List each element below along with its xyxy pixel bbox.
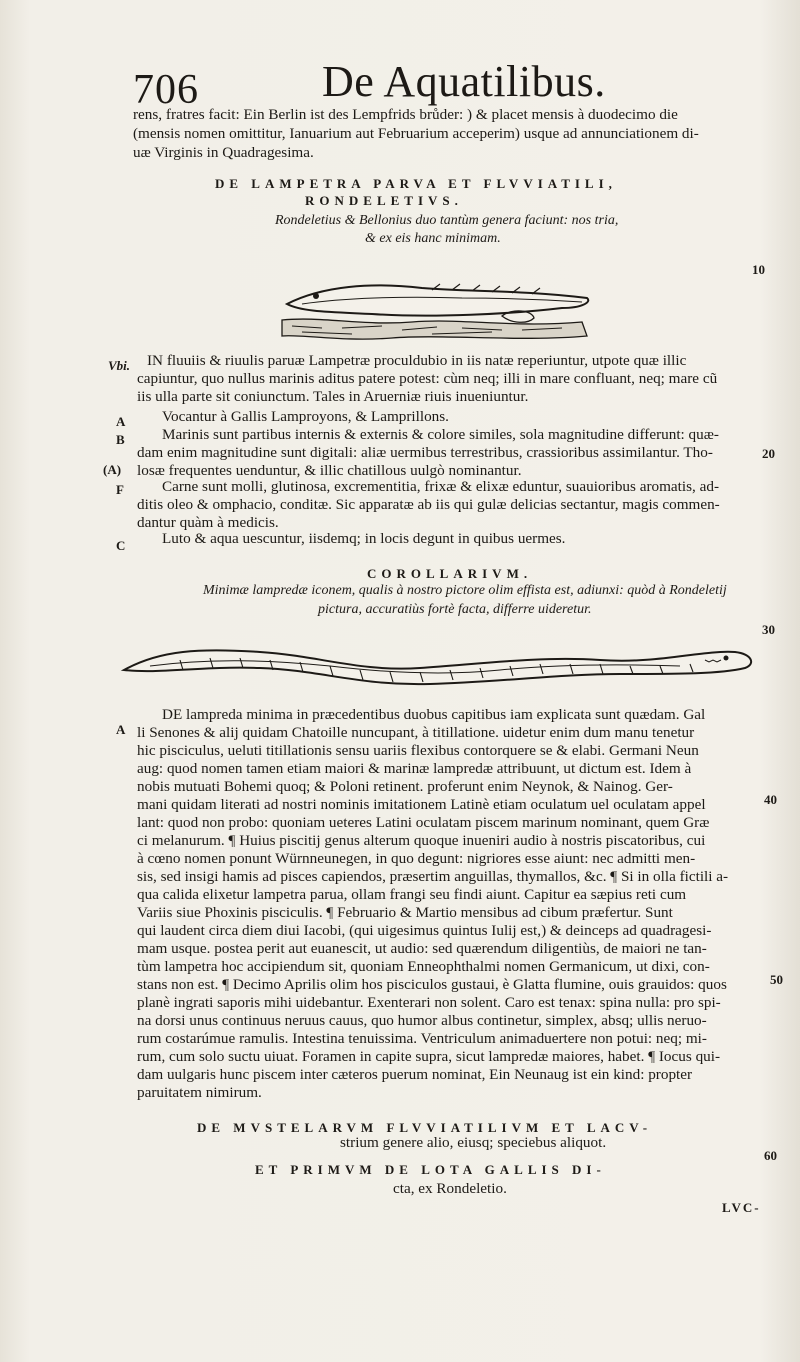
margin-note-a: A (116, 414, 126, 429)
body-line: à cœno nomen ponunt Würnneunegen, in quo degunt: nigriores esse aiunt: nec admitti men- (137, 850, 696, 867)
body-line: ditis oleo & omphacio, conditæ. Sic apparatæ ab iis qui gulæ delicias sectantur, magis commen- (137, 496, 720, 513)
body-line: stans non est. ¶ Decimo Aprilis olim hos pisciculos gustaui, è Glatta flumine, ouis grauidos: quos (137, 976, 727, 993)
margin-note-f: F (116, 482, 124, 497)
body-line: ci melanurum. ¶ Huius piscitij genus alterum quoque inueniri audio à nostris piscatoribus, cui (137, 832, 706, 849)
body-line: iis ulla parte sit coniunctum. Tales in Aruerniæ riuis inueniuntur. (137, 388, 529, 405)
body-line: planè ingrati saporis mihi uidebantur. Exenterari non solent. Caro est tenax: spina nulla: pro spi- (137, 994, 721, 1011)
body-line: dam enim magnitudine sunt digitali: aliæ uermibus terrestribus, crassioribus assimilantur. Tho- (137, 444, 713, 461)
margin-number: 30 (762, 622, 775, 637)
section-subtitle: Rondeletius & Bellonius duo tantùm genera faciunt: nos tria, (275, 213, 619, 228)
body-line: Carne sunt molli, glutinosa, excrementitia, frixæ & elixæ eduntur, suauioribus aromatis, ad- (162, 478, 719, 495)
body-line: aug: quod nomen tamen etiam maiori & marinæ lampredæ attribuunt, ut dictum est. Idem à (137, 760, 692, 777)
intro-line: rens, fratres facit: Ein Berlin ist des Lempfrids brůder: ) & placet mensis à duodecimo die (133, 106, 678, 123)
body-line: qui laudent circa diem diui Iacobi, (qui uigesimus quintus Iulij est,) & deinceps ad quadragesi- (137, 922, 712, 939)
lamprey-woodcut-figure (282, 276, 596, 346)
body-line: mani quidam literati ad nostri nominis imitationem Latinè etiam oculatum uel oculatam appel (137, 796, 706, 813)
section-heading-cont: cta, ex Rondeletio. (393, 1180, 507, 1197)
body-line: lant: quod non probo: quoniam ueteres Latini oculatam piscem marinum nominant, quem Græ (137, 814, 710, 831)
margin-number: 60 (764, 1148, 777, 1163)
body-line: li Senones & alij quidam Chatoille nuncupant, à titillatione. uidetur enim dum manu tenetur (137, 724, 695, 741)
body-line: sis, sed insigi hamis ad pisces capiendos, præsertim anguillas, thymallos, &c. ¶ Si in olla fictili a- (137, 868, 729, 885)
body-line: hic pisciculus, ueluti titillationis sensu uariis flexibus contorquere se & elabi. Germani Neun (137, 742, 699, 759)
body-line: Vocantur à Gallis Lamproyons, & Lamprillons. (162, 408, 449, 425)
margin-note-a: (A) (103, 462, 122, 477)
body-line: Luto & aqua uescuntur, iisdemq; in locis degunt in quibus uermes. (162, 530, 566, 547)
body-line: losæ frequentes uenduntur, & illic chatillous uulgò nominantur. (137, 462, 522, 479)
margin-number: 20 (762, 446, 775, 461)
margin-note-a: A (116, 722, 126, 737)
body-line: na dorsi unus continuus neruus cauus, quo humor albus continetur, simplex, absq; ullis neruo- (137, 1012, 707, 1029)
margin-number: 40 (764, 792, 777, 807)
section-heading: COROLLARIVM. (367, 566, 533, 581)
section-heading-cont: strium genere alio, eiusq; speciebus aliquot. (340, 1134, 607, 1151)
body-line: dantur quàm à medicis. (137, 514, 279, 531)
section-heading: ET PRIMVM DE LOTA GALLIS DI- (255, 1162, 606, 1177)
lamprey-minima-woodcut-figure (120, 630, 760, 690)
body-line: paruitatem nimirum. (137, 1084, 262, 1101)
margin-note-c: C (116, 538, 126, 553)
body-line: dam uulgaris hunc piscem inter cæteros puerum nominat, Ein Neunaug ist ein kind: propter (137, 1066, 693, 1083)
body-line: rum, cum solo suctu uiuat. Foramen in capite supra, sicut lampredæ maiores, habet. ¶ Iocus qui- (137, 1048, 721, 1065)
running-title: De Aquatilibus. (322, 57, 606, 106)
section-subtitle: Minimæ lampredæ iconem, qualis à nostro pictore olim effista est, adiunxi: quòd à Rondeletij (203, 583, 727, 598)
body-line: tùm lampetra hoc accipiendum sit, quoniam Enneophthalmi nomen Germanicum, ut dixi, con- (137, 958, 710, 975)
body-line: rum costarúmue ramulis. Intestina tenuissima. Ventriculum animaduertere non potui: neq; mi- (137, 1030, 707, 1047)
body-line: DE lampreda minima in præcedentibus duobus capitibus iam explicata sunt quædam. Gal (162, 706, 706, 723)
body-line: capiuntur, quo nullus marinis aditus patere potest: cùm neq; illi in mare confluant, neq; mare cũ (137, 370, 718, 387)
body-line: qua calida elixetur lampetra parua, ollam frangi seu findi aiunt. Capitur ea sæpius reti cum (137, 886, 687, 903)
body-line: mam usque. postea perit aut euanescit, ut audio: sed quærendum diligentiùs, de maiori ne tan- (137, 940, 707, 957)
section-heading: RONDELETIVS. (305, 193, 463, 208)
body-line: Marinis sunt partibus internis & externis & colore similes, sola magnitudine differunt: quæ- (162, 426, 719, 443)
margin-note-vbi: Vbi. (108, 358, 131, 373)
margin-number: 50 (770, 972, 783, 987)
section-subtitle: pictura, accuratiùs fortè facta, differre uideretur. (318, 602, 592, 617)
section-heading: DE MVSTELARVM FLVVIATILIVM ET LACV- (197, 1120, 653, 1135)
margin-number: 10 (752, 262, 765, 277)
body-line: nobis mutuati Bohemi quoq; & Poloni retinent. proferunt enim Neynok, & Nainog. Ger- (137, 778, 673, 795)
body-line: IN fluuiis & riuulis paruæ Lampetræ proculdubio in iis natæ reperiuntur, utpote quæ illic (147, 352, 687, 369)
intro-line: uæ Virginis in Quadragesima. (133, 144, 314, 161)
section-subtitle: & ex eis hanc minimam. (365, 231, 501, 246)
margin-note-b: B (116, 432, 125, 447)
catchword: LVC- (722, 1200, 761, 1215)
intro-line: (mensis nomen omittitur, Ianuarium aut Februarium acceperim) usque ad annunciationem di- (133, 125, 699, 142)
body-line: Variis siue Phoxinis pisciculis. ¶ Februario & Martio mensibus ad cibum præfertur. Sunt (137, 904, 673, 921)
section-heading: DE LAMPETRA PARVA ET FLVVIATILI, (215, 176, 617, 191)
page-number: 706 (133, 67, 199, 113)
